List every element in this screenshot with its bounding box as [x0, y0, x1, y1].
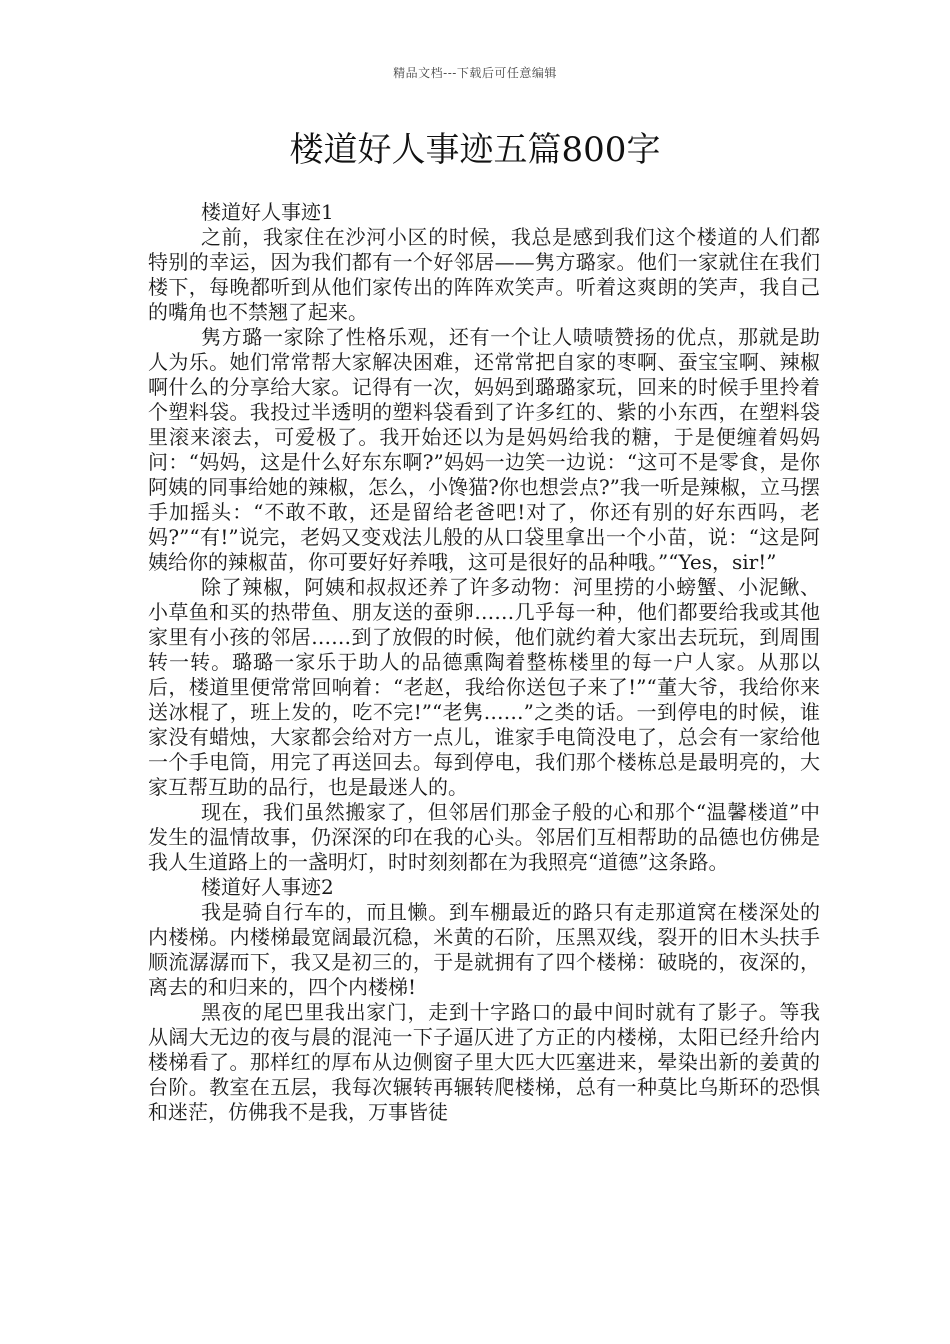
paragraph: 我是骑自行车的，而且懒。到车棚最近的路只有走那道窝在楼深处的内楼梯。内楼梯最宽阔最沉稳，米黄的石阶，压黑双线，裂开的旧木头扶手顺流潺潺而下，我又是初三的，于是就拥有了四个楼梯：破晓的，夜深的，离去的和归来的，四个内楼梯! — [148, 900, 820, 999]
paragraph: 现在，我们虽然搬家了，但邻居们那金子般的心和那个“温馨楼道”中发生的温情故事，仍深深的印在我的心头。邻居们互相帮助的品德也仿佛是我人生道路上的一盏明灯，时时刻刻都在为我照亮“道德”这条路。 — [148, 800, 820, 874]
page-header: 精品文档---下载后可任意编辑 — [393, 66, 557, 80]
paragraph: 黑夜的尾巴里我出家门，走到十字路口的最中间时就有了影子。等我从阔大无边的夜与晨的混沌一下子逼仄进了方正的内楼梯，太阳已经升给内楼梯看了。那样红的厚布从边侧窗子里大匹大匹塞进来，晕染出新的姜黄的台阶。教室在五层，我每次辗转再辗转爬楼梯，总有一种莫比乌斯环的恐惧和迷茫，仿佛我不是我，万事皆徒 — [148, 1000, 820, 1124]
section-heading: 楼道好人事迹2 — [201, 875, 334, 899]
document-body — [148, 200, 820, 1125]
paragraph: 隽方璐一家除了性格乐观，还有一个让人啧啧赞扬的优点，那就是助人为乐。她们常常帮大家解决困难，还常常把自家的枣啊、蚕宝宝啊、辣椒啊什么的分享给大家。记得有一次，妈妈到璐璐家玩，回来的时候手里拎着个塑料袋。我投过半透明的塑料袋看到了许多红的、紫的小东西，在塑料袋里滚来滚去，可爱极了。我开始还以为是妈妈给我的糖，于是便缠着妈妈问：“妈妈，这是什么好东东啊?”妈妈一边笑一边说：“这可不是零食，是你阿姨的同事给她的辣椒，怎么，小馋猫?你也想尝点?”我一听是辣椒，立马摆手加摇头：“不敢不敢，还是留给老爸吧!对了，你还有别的好东西吗，老妈?”“有!”说完，老妈又变戏法儿般的从口袋里拿出一个小苗，说：“这是阿姨给你的辣椒苗，你可要好好养哦，这可是很好的品种哦。”“Yes，sir!” — [148, 325, 820, 574]
section-heading: 楼道好人事迹1 — [201, 200, 334, 224]
document-title: 楼道好人事迹五篇800字 — [289, 130, 661, 170]
paragraph: 除了辣椒，阿姨和叔叔还养了许多动物：河里捞的小螃蟹、小泥鳅、小草鱼和买的热带鱼、朋友送的蚕卵……几乎每一种，他们都要给我或其他家里有小孩的邻居……到了放假的时候，他们就约着大家出去玩玩，到周围转一转。璐璐一家乐于助人的品德熏陶着整栋楼里的每一户人家。从那以后，楼道里便常常回响着：“老赵，我给你送包子来了!”“董大爷，我给你来送冰棍了，班上发的，吃不完!”“老隽……”之类的话。一到停电的时候，谁家没有蜡烛，大家都会给对方一点儿，谁家手电筒没电了，总会有一家给他一个手电筒，用完了再送回去。每到停电，我们那个楼栋总是最明亮的，大家互帮互助的品行，也是最迷人的。 — [148, 575, 820, 799]
paragraph: 之前，我家住在沙河小区的时候，我总是感到我们这个楼道的人们都特别的幸运，因为我们都有一个好邻居——隽方璐家。他们一家就住在我们楼下，每晚都听到从他们家传出的阵阵欢笑声。听着这爽朗的笑声，我自己的嘴角也不禁翘了起来。 — [148, 225, 820, 324]
